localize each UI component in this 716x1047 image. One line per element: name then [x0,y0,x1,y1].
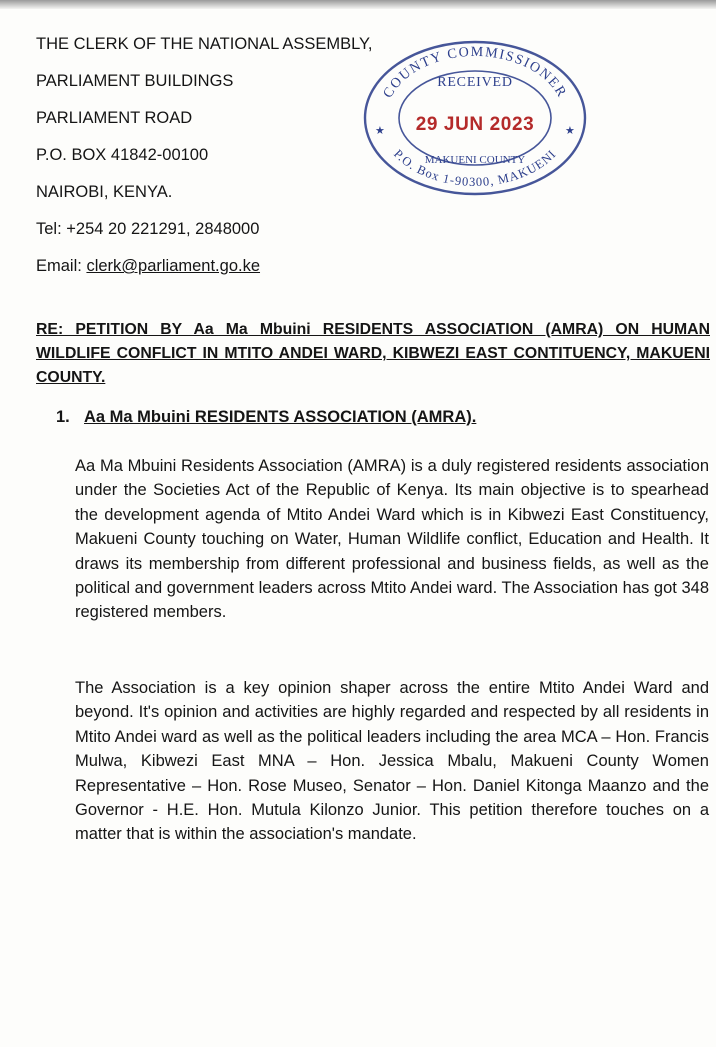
address-line: P.O. BOX 41842-00100 [36,146,209,164]
body-paragraph: The Association is a key opinion shaper across the entire Mtito Andei Ward and beyond. It's opinion and activities are highly regarded and respected by all residents in Mtito Andei ward as well as the political leaders including the area MCA – Hon. Francis Mulwa, Kibwezi East MNA – Hon. Jessica Mbalu, Makueni County Women Representative – Hon. Rose Museo, Senator – Hon. Daniel Kitonga Maanzo and the Governor - H.E. Hon. Mutula Kilonzo Junior. This petition therefore touches on a matter that is within the association's mandate. [75,679,709,844]
stamp-date: 29 JUN 2023 [415,114,535,135]
stamp-star-right: ★ [565,125,575,137]
stamp-received-label: RECEIVED [437,75,513,90]
address-line: PARLIAMENT BUILDINGS [36,72,234,90]
recipient-address [36,26,373,285]
stamp-star-left: ★ [375,125,385,137]
section-heading [56,408,476,427]
stamp-county: MAKUENI COUNTY [424,154,526,166]
email-line [36,248,373,285]
subject-line: RE: PETITION BY Aa Ma Mbuini RESIDENTS ASSOCIATION (AMRA) ON HUMAN WILDLIFE CONFLICT IN MTITO ANDEI WARD, KIBWEZI EAST CONTITUENCY, MAKUENI COUNTY. [36,321,710,386]
email-link[interactable]: clerk@parliament.go.ke [86,257,261,275]
scan-edge [0,0,716,9]
address-line: PARLIAMENT ROAD [36,109,193,127]
telephone-line: Tel: +254 20 221291, 2848000 [36,220,260,238]
section-number: 1. [56,408,70,426]
address-line: THE CLERK OF THE NATIONAL ASSEMBLY, [36,35,373,53]
stamp-top-arc: COUNTY COMMISSIONER [380,44,570,101]
email-label: Email: [36,257,87,275]
received-stamp [362,38,588,198]
section-title: Aa Ma Mbuini RESIDENTS ASSOCIATION (AMRA). [84,408,477,426]
address-line: NAIROBI, KENYA. [36,183,173,201]
body-paragraph: Aa Ma Mbuini Residents Association (AMRA) is a duly registered residents association under the Societies Act of the Republic of Kenya. Its main objective is to spearhead the development agenda of Mtito Andei Ward which is in Kibwezi East Constituency, Makueni County touching on Water, Human Wildlife conflict, Education and Health. It draws its membership from different professional and business fields, as well as the political and government leaders across Mtito Andei ward. The Association has got 348 registered members. [75,457,709,622]
stamp-bottom-arc: P.O. Box 1-90300, MAKUENI [390,146,560,190]
